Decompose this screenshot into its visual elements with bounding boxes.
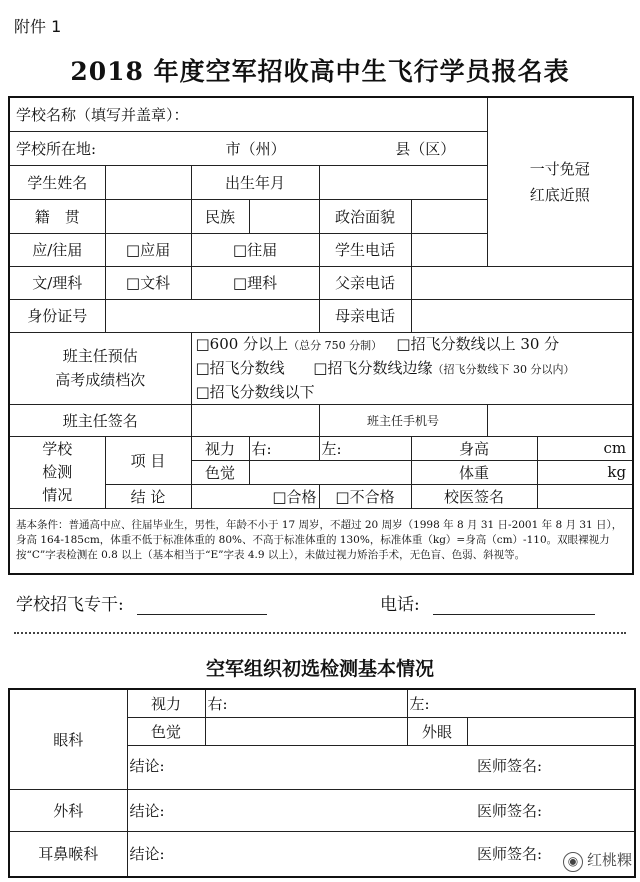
school-location-row[interactable] [9, 131, 487, 165]
surgery-conclusion-row[interactable] [127, 789, 635, 831]
surgery-doctor-sign: 医师签名: [476, 801, 542, 820]
attachment-label: 附件 1 [14, 17, 62, 36]
recruiter-field[interactable] [137, 596, 267, 615]
est-600-note: （总分 750 分制） [288, 338, 383, 352]
school-location-label: 学校所在地: [16, 139, 97, 158]
doctor-sign-label: 校医签名 [411, 484, 537, 508]
weight-field[interactable]: kg [537, 460, 633, 484]
student-phone-field[interactable] [411, 233, 487, 266]
color-sense-field[interactable] [249, 460, 411, 484]
estimate-options[interactable] [191, 332, 633, 404]
birth-field[interactable] [319, 165, 487, 199]
est-above30-checkbox[interactable]: □招飞分数线以上 30 分 [396, 334, 560, 353]
surgery-label: 外科 [9, 789, 127, 831]
est-line-checkbox[interactable]: □招飞分数线 [195, 358, 285, 377]
weight-label: 体重 [411, 460, 537, 484]
phone-label: 电话: [380, 595, 420, 615]
initial-check-table [8, 688, 636, 878]
school-name-label[interactable]: 学校名称（填写并盖章）： [9, 97, 487, 131]
registration-table [8, 96, 634, 575]
conclusion-label: 结 论 [105, 484, 191, 508]
photo-line2: 红底近照 [529, 185, 590, 204]
photo-box[interactable] [487, 97, 633, 266]
s2-vision-right[interactable]: 右: [205, 689, 407, 717]
recruiter-line[interactable] [16, 590, 267, 615]
est-600-checkbox[interactable]: □600 分以上 [195, 334, 289, 353]
teacher-sign-label: 班主任签名 [9, 404, 191, 436]
ent-label: 耳鼻喉科 [9, 831, 127, 877]
vision-right[interactable]: 右: [249, 436, 319, 460]
exam-label-line1: 学校 [42, 439, 73, 458]
est-edge-checkbox[interactable]: □招飞分数线边缘 [313, 358, 433, 377]
wechat-icon: ◉ [563, 852, 583, 872]
est-edge-note: （招飞分数线下 30 分以内） [432, 362, 575, 376]
student-phone-label: 学生电话 [319, 233, 411, 266]
teacher-phone-label: 班主任手机号 [319, 404, 487, 436]
id-card-field[interactable] [105, 299, 319, 332]
ent-conclusion-row[interactable] [127, 831, 635, 877]
father-phone-field[interactable] [411, 266, 633, 299]
ent-doctor-sign: 医师签名: [476, 845, 542, 864]
birth-label: 出生年月 [191, 165, 319, 199]
section2-title: 空军组织初选检测基本情况 [205, 658, 434, 680]
arts-checkbox[interactable]: □文科 [105, 266, 191, 299]
pass-checkbox[interactable]: □合格 [191, 484, 319, 508]
s2-outer-eye-label: 外眼 [407, 717, 467, 745]
ethnicity-label: 民族 [191, 199, 249, 233]
fail-checkbox[interactable]: □不合格 [319, 484, 411, 508]
form-title: 2018 年度空军招收高中生飞行学员报名表 [70, 57, 570, 86]
vision-label: 视力 [191, 436, 249, 460]
native-label: 籍 贯 [9, 199, 105, 233]
s2-vision-label: 视力 [127, 689, 205, 717]
exam-label-line2: 检测 [42, 462, 73, 481]
political-label: 政治面貌 [319, 199, 411, 233]
science-checkbox[interactable]: □理科 [191, 266, 319, 299]
phone-line[interactable] [380, 590, 595, 615]
vision-left[interactable]: 左: [319, 436, 411, 460]
teacher-phone-field[interactable] [487, 404, 633, 436]
id-card-label: 身份证号 [9, 299, 105, 332]
father-phone-label: 父亲电话 [319, 266, 411, 299]
estimate-label [9, 332, 191, 404]
graduate-type-label: 应/往届 [9, 233, 105, 266]
watermark [563, 849, 632, 872]
eye-conclusion-row[interactable] [127, 745, 635, 785]
color-sense-label: 色觉 [191, 460, 249, 484]
s2-color-field[interactable] [205, 717, 407, 745]
basic-conditions: 基本条件：普通高中应、往届毕业生，男性，年龄不小于 17 周岁，不超过 20 周岁（1998 年 8 月 31 日-2001 年 8 月 31 日），身高 164-185cm，体重不低于标准体重的 80%、不高于标准体重的 130%，标准体重（kg）=身高（cm）-110。双眼裸视力按“C”字表检测在 0.8 以上（基本相当于“E”字表 4.9 以上），未做过视力矫治手术，无色盲、色弱、斜视等。 [9, 508, 633, 574]
item-label: 项 目 [105, 436, 191, 484]
ent-conclusion-label: 结论: [129, 845, 165, 864]
county-label: 县（区） [395, 139, 456, 158]
mother-phone-field[interactable] [411, 299, 633, 332]
ethnicity-field[interactable] [249, 199, 319, 233]
phone-field[interactable] [433, 596, 595, 615]
exam-label-line3: 情况 [42, 485, 73, 504]
student-name-field[interactable] [105, 165, 191, 199]
estimate-label-line1: 班主任预估 [62, 347, 138, 365]
photo-line1: 一寸免冠 [529, 159, 590, 178]
past-grad-checkbox[interactable]: □往届 [191, 233, 319, 266]
school-exam-label [9, 436, 105, 508]
watermark-text: 红桃粿 [586, 851, 632, 869]
current-grad-checkbox[interactable]: □应届 [105, 233, 191, 266]
height-field[interactable]: cm [537, 436, 633, 460]
surgery-conclusion-label: 结论: [129, 801, 165, 820]
arts-sci-label: 文/理科 [9, 266, 105, 299]
eye-label: 眼科 [9, 689, 127, 789]
political-field[interactable] [411, 199, 487, 233]
student-name-label: 学生姓名 [9, 165, 105, 199]
native-field[interactable] [105, 199, 191, 233]
est-below-checkbox[interactable]: □招飞分数线以下 [195, 382, 315, 401]
recruiter-label: 学校招飞专干: [16, 595, 124, 615]
eye-doctor-sign: 医师签名: [476, 756, 542, 775]
teacher-sign-field[interactable] [191, 404, 319, 436]
mother-phone-label: 母亲电话 [319, 299, 411, 332]
cut-line [14, 632, 626, 634]
eye-conclusion-label: 结论: [129, 756, 165, 775]
height-label: 身高 [411, 436, 537, 460]
s2-vision-left[interactable]: 左: [407, 689, 635, 717]
doctor-sign-field[interactable] [537, 484, 633, 508]
city-label: 市（州） [225, 139, 286, 158]
s2-outer-eye-field[interactable] [467, 717, 635, 745]
estimate-label-line2: 高考成绩档次 [55, 371, 146, 389]
s2-color-label: 色觉 [127, 717, 205, 745]
